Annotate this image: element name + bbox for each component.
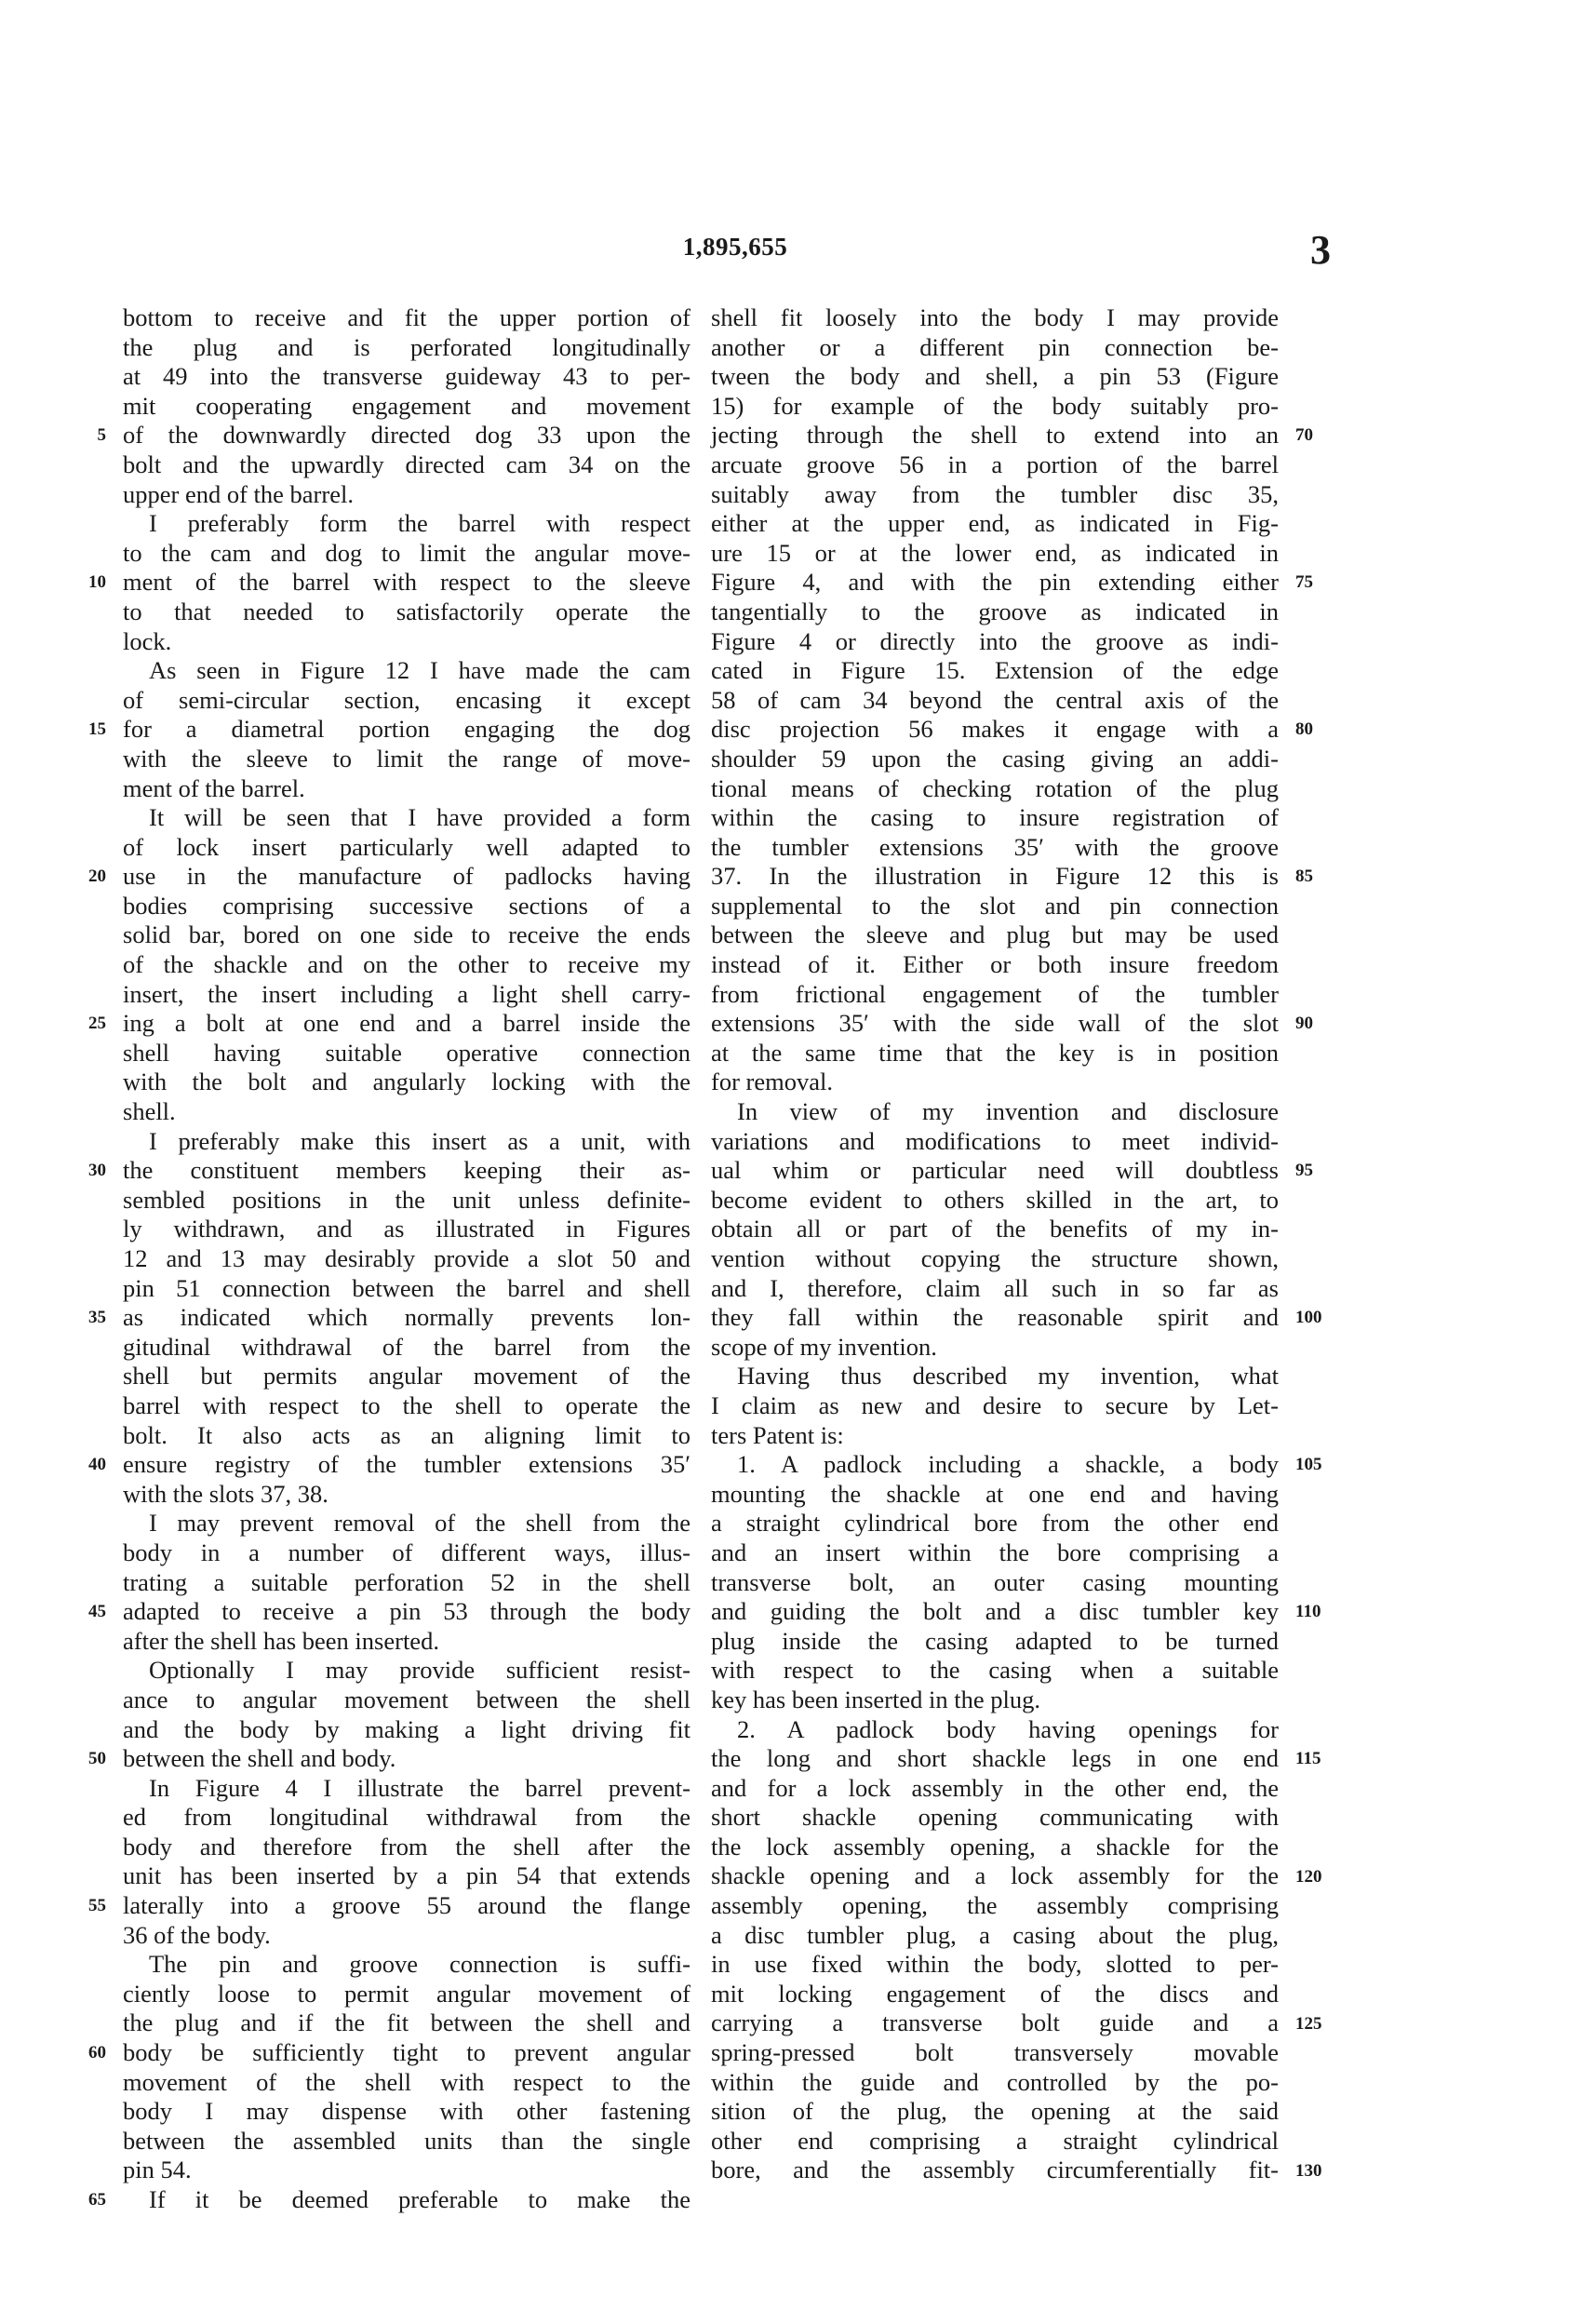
text-line: bodies comprising successive sections of a xyxy=(123,891,690,920)
line-number: 120 xyxy=(1295,1866,1322,1887)
text-line: vention without copying the structure shown, xyxy=(711,1244,1279,1272)
text-line: at the same time that the key is in position xyxy=(711,1038,1279,1067)
text-line: body be sufficiently tight to prevent angular xyxy=(123,2038,690,2067)
text-line: barrel with respect to the shell to operate the xyxy=(123,1390,690,1419)
line-number: 130 xyxy=(1295,2160,1322,2181)
text-line: ment of the barrel. xyxy=(123,773,305,802)
text-line: gitudinal withdrawal of the barrel from the xyxy=(123,1332,690,1361)
text-line: mit locking engagement of the discs and xyxy=(711,1979,1279,2008)
text-line: the plug and is perforated longitudinally xyxy=(123,332,690,361)
text-line: between the assembled units than the single xyxy=(123,2126,690,2155)
line-number: 10 xyxy=(88,572,106,593)
text-line: 12 and 13 may desirably provide a slot 50 and xyxy=(123,1244,690,1272)
text-line: The pin and groove connection is suffi- xyxy=(149,1950,690,1979)
text-line: and for a lock assembly in the other end, the xyxy=(711,1773,1279,1802)
text-line: unit has been inserted by a pin 54 that extends xyxy=(123,1861,690,1890)
text-line: to that needed to satisfactorily operate the xyxy=(123,597,690,625)
text-line: upper end of the barrel. xyxy=(123,479,354,508)
line-number: 80 xyxy=(1295,719,1313,740)
text-line: with respect to the casing when a suitable xyxy=(711,1656,1279,1685)
text-line: obtain all or part of the benefits of my in- xyxy=(711,1215,1279,1243)
text-line: and the body by making a light driving fit xyxy=(123,1714,690,1743)
text-line: I may prevent removal of the shell from the xyxy=(149,1509,690,1538)
text-line: body in a number of different ways, illus- xyxy=(123,1538,690,1566)
text-line: of the shackle and on the other to receive my xyxy=(123,950,690,979)
text-line: of lock insert particularly well adapted to xyxy=(123,832,690,861)
text-line: 37. In the illustration in Figure 12 this is xyxy=(711,862,1279,891)
line-number: 100 xyxy=(1295,1308,1322,1328)
text-line: short shackle opening communicating with xyxy=(711,1803,1279,1832)
line-number: 55 xyxy=(88,1896,106,1916)
text-line: It will be seen that I have provided a form xyxy=(149,803,690,832)
text-line: 36 of the body. xyxy=(123,1920,271,1949)
text-line: of the downwardly directed dog 33 upon the xyxy=(123,421,690,450)
text-line: plug inside the casing adapted to be turned xyxy=(711,1626,1279,1655)
line-number: 95 xyxy=(1295,1161,1313,1181)
line-number: 90 xyxy=(1295,1014,1313,1034)
text-line: the lock assembly opening, a shackle for the xyxy=(711,1832,1279,1861)
text-line: bottom to receive and fit the upper portion of xyxy=(123,303,690,331)
text-line: for a diametral portion engaging the dog xyxy=(123,715,690,744)
text-line: for removal. xyxy=(711,1068,833,1096)
text-line: tangentially to the groove as indicated in xyxy=(711,597,1279,625)
line-number: 35 xyxy=(88,1308,106,1328)
text-line: ual whim or particular need will doubtless xyxy=(711,1156,1279,1185)
text-line: shell but permits angular movement of the xyxy=(123,1362,690,1390)
line-number: 40 xyxy=(88,1455,106,1475)
text-line: and an insert within the bore comprising a xyxy=(711,1538,1279,1566)
text-line: mounting the shackle at one end and having xyxy=(711,1479,1279,1508)
text-line: mit cooperating engagement and movement xyxy=(123,391,690,420)
text-line: ly withdrawn, and as illustrated in Figures xyxy=(123,1215,690,1243)
text-line: insert, the insert including a light shell carry- xyxy=(123,979,690,1008)
text-line: ed from longitudinal withdrawal from the xyxy=(123,1803,690,1832)
text-line: shoulder 59 upon the casing giving an addi- xyxy=(711,744,1279,772)
right-text-column xyxy=(711,303,1279,2185)
text-line: In Figure 4 I illustrate the barrel prevent- xyxy=(149,1773,690,1802)
text-line: assembly opening, the assembly comprising xyxy=(711,1891,1279,1920)
line-number: 125 xyxy=(1295,2013,1322,2034)
text-line: Optionally I may provide sufficient resist- xyxy=(149,1656,690,1685)
text-line: sition of the plug, the opening at the said xyxy=(711,2097,1279,2126)
text-line: As seen in Figure 12 I have made the cam xyxy=(149,656,690,685)
text-line: ensure registry of the tumbler extensions 35′ xyxy=(123,1450,690,1479)
text-line: In view of my invention and disclosure xyxy=(737,1097,1279,1126)
text-line: pin 54. xyxy=(123,2156,192,2184)
page-number: 3 xyxy=(1310,227,1331,273)
text-line: suitably away from the tumbler disc 35, xyxy=(711,479,1279,508)
text-line: and guiding the bolt and a disc tumbler key xyxy=(711,1597,1279,1626)
text-line: another or a different pin connection be- xyxy=(711,332,1279,361)
text-line: with the bolt and angularly locking with the xyxy=(123,1068,690,1096)
text-line: extensions 35′ with the side wall of the slot xyxy=(711,1009,1279,1038)
text-line: carrying a transverse bolt guide and a xyxy=(711,2008,1279,2037)
text-line: Figure 4 or directly into the groove as indi- xyxy=(711,626,1279,655)
text-line: Having thus described my invention, what xyxy=(737,1362,1279,1390)
text-line: Figure 4, and with the pin extending either xyxy=(711,568,1279,597)
text-line: tween the body and shell, a pin 53 (Figure xyxy=(711,362,1279,391)
text-line: trating a suitable perforation 52 in the shell xyxy=(123,1567,690,1596)
text-line: jecting through the shell to extend into an xyxy=(711,421,1279,450)
line-number: 50 xyxy=(88,1749,106,1769)
text-line: supplemental to the slot and pin connection xyxy=(711,891,1279,920)
text-line: use in the manufacture of padlocks having xyxy=(123,862,690,891)
text-line: laterally into a groove 55 around the flange xyxy=(123,1891,690,1920)
text-line: sembled positions in the unit unless definite- xyxy=(123,1185,690,1214)
text-line: lock. xyxy=(123,626,172,655)
text-line: bore, and the assembly circumferentially fit- xyxy=(711,2156,1279,2184)
text-line: movement of the shell with respect to the xyxy=(123,2067,690,2096)
text-line: to the cam and dog to limit the angular move- xyxy=(123,538,690,567)
text-line: 2. A padlock body having openings for xyxy=(737,1714,1279,1743)
text-line: a disc tumbler plug, a casing about the plug, xyxy=(711,1920,1279,1949)
text-line: shell having suitable operative connection xyxy=(123,1038,690,1067)
text-line: adapted to receive a pin 53 through the body xyxy=(123,1597,690,1626)
text-line: become evident to others skilled in the art, to xyxy=(711,1185,1279,1214)
text-line: shell fit loosely into the body I may provide xyxy=(711,303,1279,331)
text-line: variations and modifications to meet individ- xyxy=(711,1126,1279,1155)
text-line: ters Patent is: xyxy=(711,1420,844,1449)
line-number: 45 xyxy=(88,1602,106,1622)
text-line: key has been inserted in the plug. xyxy=(711,1685,1040,1713)
line-number: 20 xyxy=(88,866,106,887)
text-line: and I, therefore, claim all such in so far as xyxy=(711,1273,1279,1302)
text-line: transverse bolt, an outer casing mounting xyxy=(711,1567,1279,1596)
text-line: pin 51 connection between the barrel and shell xyxy=(123,1273,690,1302)
text-line: spring-pressed bolt transversely movable xyxy=(711,2038,1279,2067)
line-number: 25 xyxy=(88,1014,106,1034)
text-line: I preferably make this insert as a unit, with xyxy=(149,1126,690,1155)
line-number: 110 xyxy=(1295,1602,1321,1622)
line-number: 115 xyxy=(1295,1749,1321,1769)
text-line: in use fixed within the body, slotted to per- xyxy=(711,1950,1279,1979)
text-line: at 49 into the transverse guideway 43 to per- xyxy=(123,362,690,391)
text-line: shackle opening and a lock assembly for the xyxy=(711,1861,1279,1890)
text-line: within the guide and controlled by the po- xyxy=(711,2067,1279,2096)
text-line: with the sleeve to limit the range of move- xyxy=(123,744,690,772)
text-line: with the slots 37, 38. xyxy=(123,1479,328,1508)
line-number: 75 xyxy=(1295,572,1313,593)
text-line: bolt. It also acts as an aligning limit to xyxy=(123,1420,690,1449)
text-line: of semi-circular section, encasing it except xyxy=(123,685,690,714)
text-line: arcuate groove 56 in a portion of the barrel xyxy=(711,450,1279,478)
text-line: I preferably form the barrel with respect xyxy=(149,509,690,538)
text-line: 15) for example of the body suitably pro- xyxy=(711,391,1279,420)
line-number: 65 xyxy=(88,2190,106,2210)
text-line: scope of my invention. xyxy=(711,1332,937,1361)
text-line: ance to angular movement between the shell xyxy=(123,1685,690,1713)
text-line: the long and short shackle legs in one end xyxy=(711,1744,1279,1773)
text-line: 58 of cam 34 beyond the central axis of the xyxy=(711,685,1279,714)
text-line: they fall within the reasonable spirit and xyxy=(711,1303,1279,1332)
text-line: a straight cylindrical bore from the other end xyxy=(711,1509,1279,1538)
text-line: tional means of checking rotation of the plug xyxy=(711,773,1279,802)
line-number: 30 xyxy=(88,1161,106,1181)
text-line: the tumbler extensions 35′ with the groove xyxy=(711,832,1279,861)
text-line: cated in Figure 15. Extension of the edge xyxy=(711,656,1279,685)
text-line: solid bar, bored on one side to receive the ends xyxy=(123,920,690,949)
text-line: If it be deemed preferable to make the xyxy=(149,2185,690,2213)
patent-number: 1,895,655 xyxy=(682,233,788,261)
text-line: ciently loose to permit angular movement of xyxy=(123,1979,690,2008)
text-line: disc projection 56 makes it engage with a xyxy=(711,715,1279,744)
line-number: 70 xyxy=(1295,425,1313,446)
text-line: body I may dispense with other fastening xyxy=(123,2097,690,2126)
text-line: as indicated which normally prevents lon- xyxy=(123,1303,690,1332)
text-line: the constituent members keeping their as- xyxy=(123,1156,690,1185)
text-line: between the shell and body. xyxy=(123,1744,396,1773)
text-line: other end comprising a straight cylindrical xyxy=(711,2126,1279,2155)
line-number: 105 xyxy=(1295,1455,1322,1475)
text-line: between the sleeve and plug but may be used xyxy=(711,920,1279,949)
text-line: bolt and the upwardly directed cam 34 on the xyxy=(123,450,690,478)
text-line: body and therefore from the shell after the xyxy=(123,1832,690,1861)
line-number: 85 xyxy=(1295,866,1313,887)
text-line: 1. A padlock including a shackle, a body xyxy=(737,1450,1279,1479)
line-number: 15 xyxy=(88,719,106,740)
text-line: within the casing to insure registration of xyxy=(711,803,1279,832)
left-text-column xyxy=(123,303,690,2215)
text-line: ing a bolt at one end and a barrel inside the xyxy=(123,1009,690,1038)
text-line: instead of it. Either or both insure freedom xyxy=(711,950,1279,979)
text-line: I claim as new and desire to secure by Let- xyxy=(711,1390,1279,1419)
text-line: shell. xyxy=(123,1097,176,1126)
line-number: 60 xyxy=(88,2043,106,2063)
text-line: after the shell has been inserted. xyxy=(123,1626,439,1655)
text-line: from frictional engagement of the tumbler xyxy=(711,979,1279,1008)
text-line: either at the upper end, as indicated in Fig- xyxy=(711,509,1279,538)
line-number: 5 xyxy=(97,425,106,446)
text-line: the plug and if the fit between the shell and xyxy=(123,2008,690,2037)
text-line: ure 15 or at the lower end, as indicated in xyxy=(711,538,1279,567)
text-line: ment of the barrel with respect to the sleeve xyxy=(123,568,690,597)
